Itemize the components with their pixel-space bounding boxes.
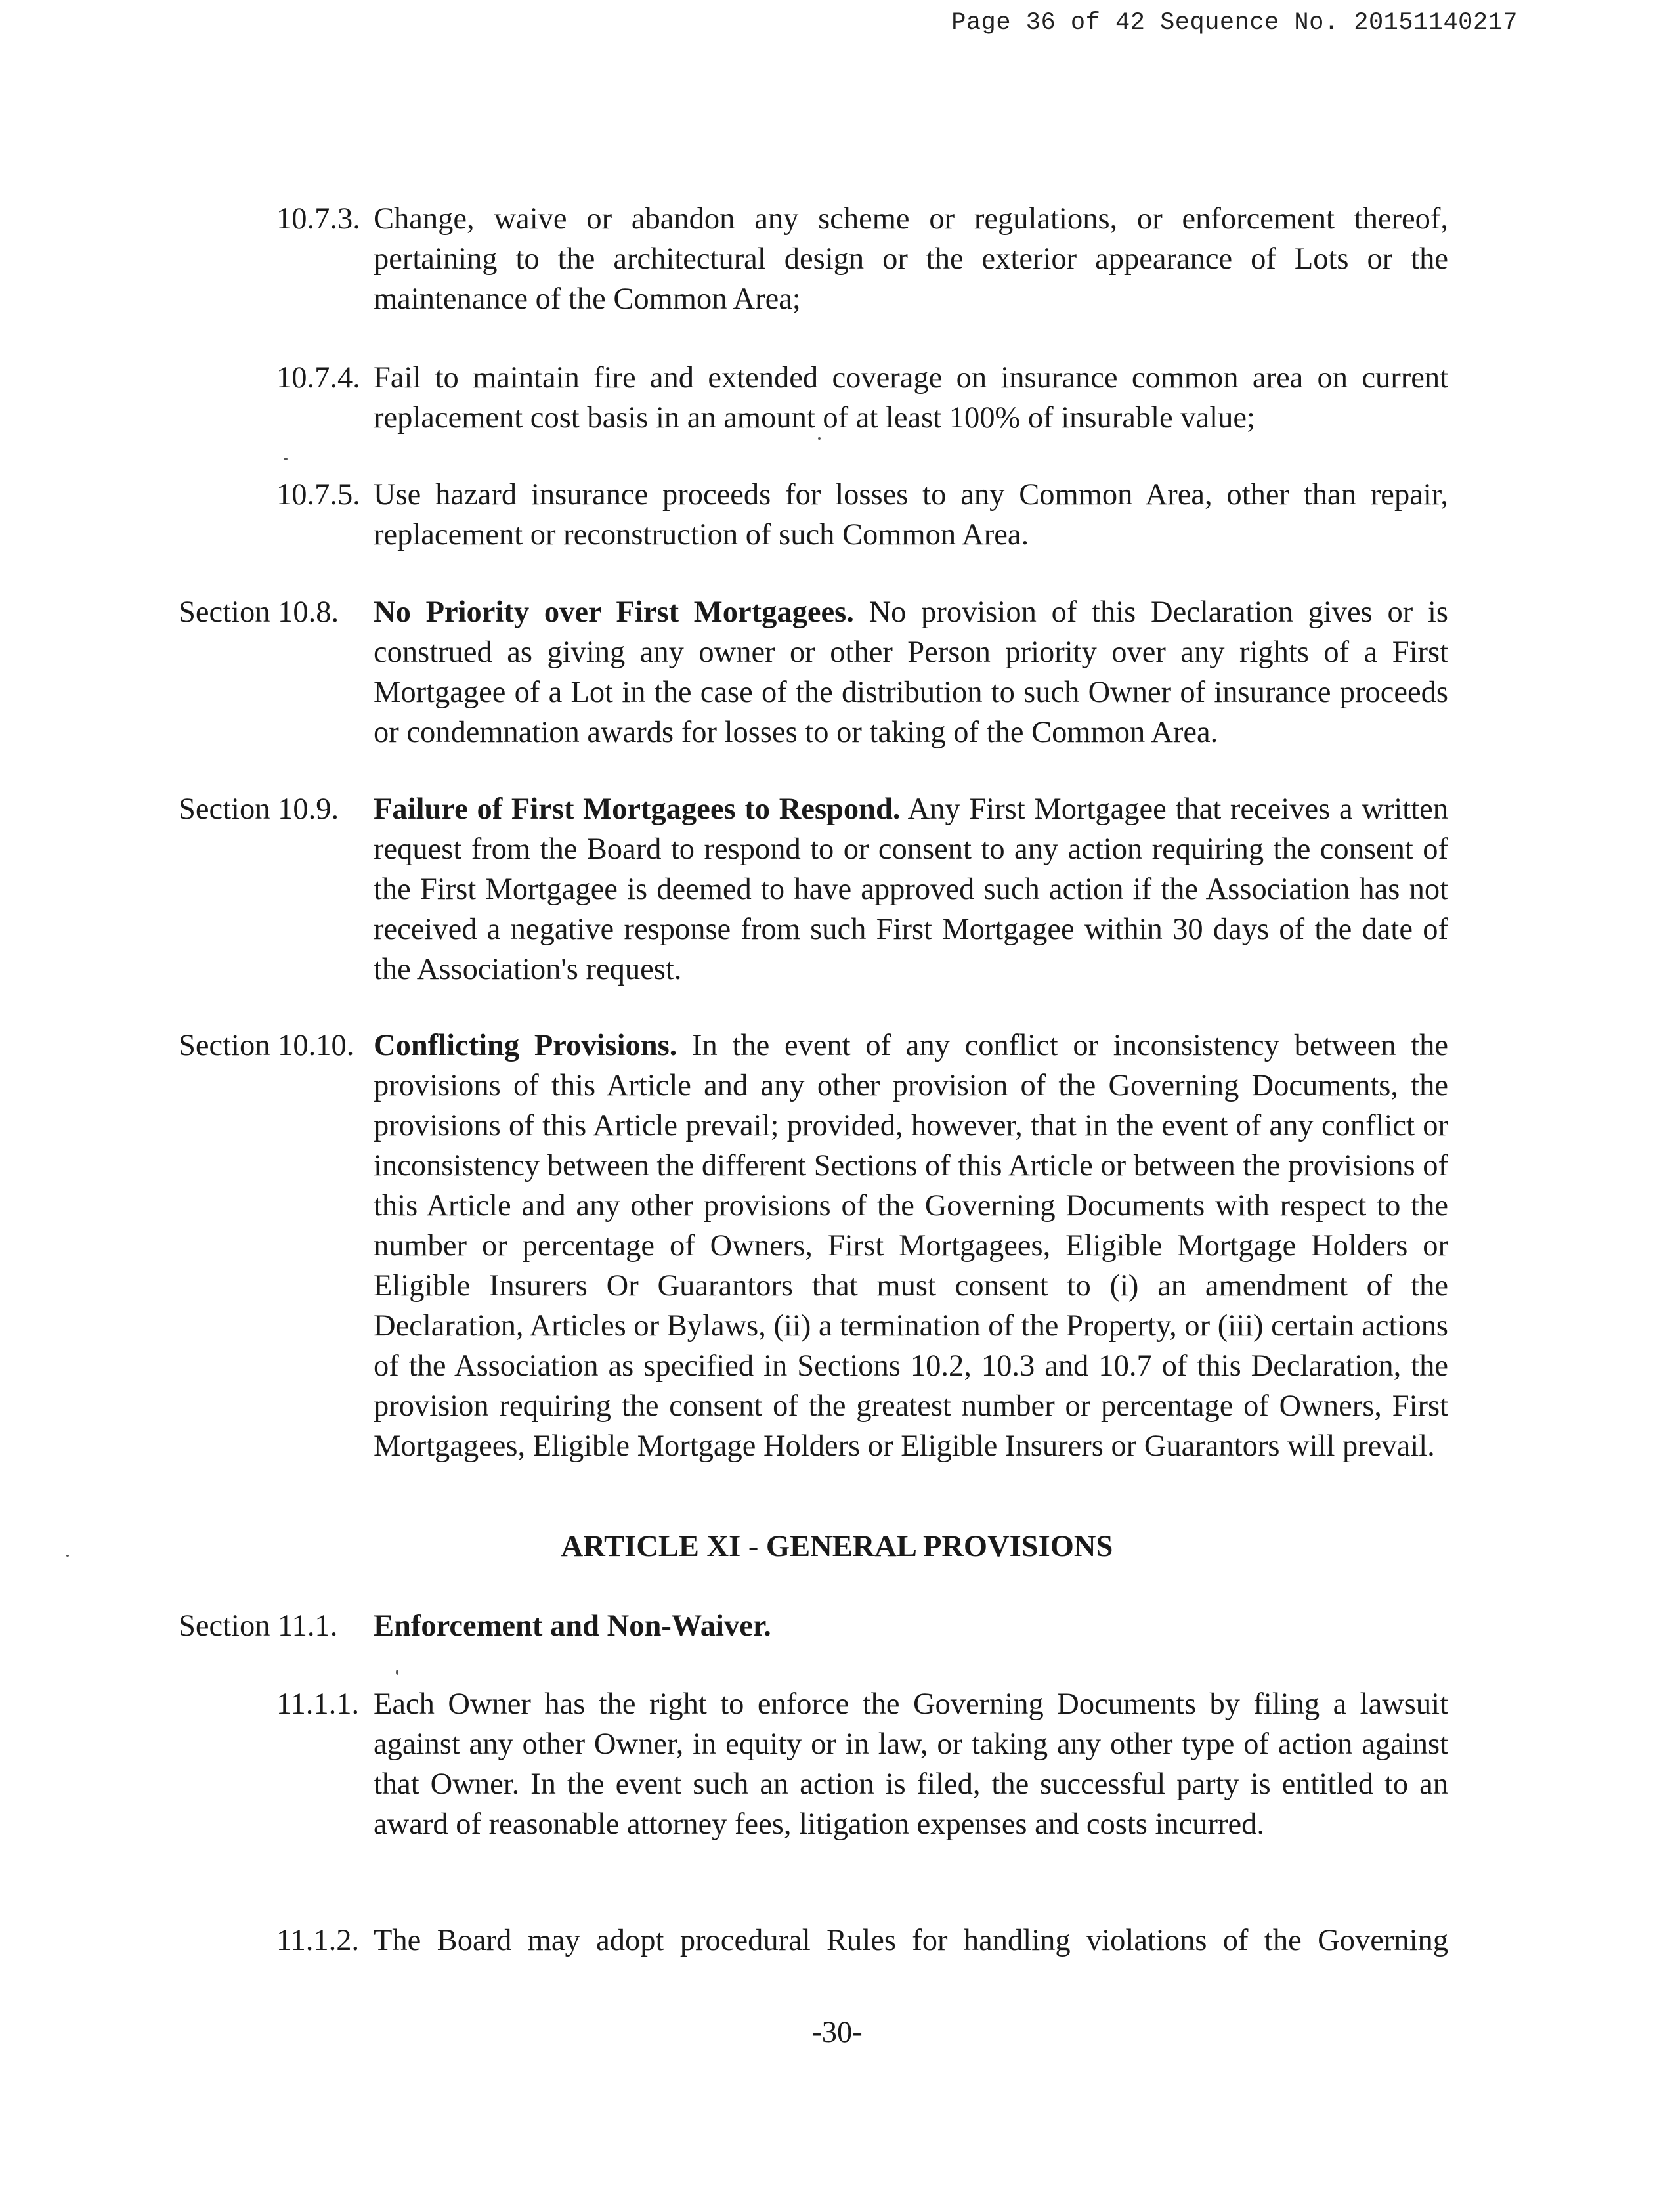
clause-10-7-3 <box>0 199 1674 319</box>
section-heading: No Priority over First Mortgagees. <box>374 596 854 629</box>
clause-body: Change, waive or abandon any scheme or regulations, or enforcement thereof, pertaining to the architectural design or the exterior appearance of Lots or the maintenance of the Common Area; <box>374 202 1448 316</box>
section-text <box>374 592 1448 752</box>
clause-11-1-1 <box>0 1684 1674 1884</box>
clause-body: Fail to maintain fire and extended coverage on insurance common area on current replacement cost basis in an amount of at least 100% of insurable value; <box>374 361 1448 435</box>
clause-body: Use hazard insurance proceeds for losses to any Common Area, other than repair, replacement or reconstruction of such Common Area. <box>374 478 1448 552</box>
section-heading: Failure of First Mortgagees to Respond. <box>374 792 901 826</box>
section-text <box>374 789 1448 989</box>
page-number: -30- <box>811 2016 863 2049</box>
clause-text <box>374 199 1448 319</box>
section-number: Section 10.10. <box>179 1029 354 1062</box>
clause-text <box>374 358 1448 438</box>
article-title: ARTICLE XI - GENERAL PROVISIONS <box>561 1530 1113 1563</box>
section-number: Section 10.9. <box>179 792 339 826</box>
clause-11-1-2 <box>0 1920 1674 1961</box>
clause-body: The Board may adopt procedural Rules for handling violations of the Governing <box>374 1924 1448 1957</box>
section-text <box>374 1026 1448 1466</box>
section-body: No provision of this Declaration gives or is construed as giving any owner or other Person priority over any rights of a First Mortgagee of a Lot in the case of the distribution to such Owner of insurance proceeds or condemnation awards for losses to or taking of the Common Area. <box>374 596 1449 749</box>
clause-10-7-4 <box>0 358 1674 438</box>
clause-text <box>374 475 1448 555</box>
clause-number: 11.1.2. <box>276 1924 360 1957</box>
clause-number: 10.7.3. <box>276 202 360 236</box>
section-number: Section 10.8. <box>179 596 339 629</box>
section-number: Section 11.1. <box>179 1609 338 1643</box>
scan-speck <box>818 437 821 440</box>
section-body: In the event of any conflict or inconsistency between the provisions of this Article and any other provision of the Governing Documents, the provisions of this Article prevail; provided, however, that in the event of any conflict or inconsistency between the different Sections of this Article or between the provisions of this Article and any other provisions of the Governing Documents with respect to the number or percentage of Owners, First Mortgagees, Eligible Mortgage Holders or Eligible Insurers Or Guarantors that must consent to (i) an amendment of the Declaration, Articles or Bylaws, (ii) a termination of the Property, or (iii) certain actions of the Association as specified in Sections 10.2, 10.3 and 10.7 of this Declaration, the provision requiring the consent of the greatest number or percentage of Owners, First Mortgagees, Eligible Mortgage Holders or Eligible Insurers or Guarantors will prevail. <box>374 1029 1449 1463</box>
section-11-1 <box>0 1606 1674 1646</box>
clause-number: 10.7.5. <box>276 478 360 511</box>
clause-text <box>374 1684 1448 1844</box>
section-text <box>374 1606 1448 1646</box>
section-body: Any First Mortgagee that receives a written request from the Board to respond to or consent to any action requiring the consent of the First Mortgagee is deemed to have approved such action if the Association has not received a negative response from such First Mortgagee within 30 days of the date of the Association's request. <box>374 792 1448 986</box>
scan-speck <box>396 1670 398 1675</box>
clause-number: 11.1.1. <box>276 1687 360 1721</box>
scan-speck <box>66 1555 69 1557</box>
clause-10-7-5 <box>0 475 1674 555</box>
section-10-9 <box>0 789 1674 989</box>
scan-speck <box>284 458 288 460</box>
page-header: Page 36 of 42 Sequence No. 20151140217 <box>951 9 1518 37</box>
clause-body: Each Owner has the right to enforce the Governing Documents by filing a lawsuit against any other Owner, in equity or in law, or taking any other type of action against that Owner. In the event such an action is filed, the successful party is entitled to an award of reasonable attorney fees, litigation expenses and costs incurred. <box>374 1687 1448 1841</box>
section-10-10 <box>0 1026 1674 1506</box>
section-heading: Conflicting Provisions. <box>374 1029 677 1062</box>
clause-text <box>374 1920 1448 1961</box>
clause-number: 10.7.4. <box>276 361 360 395</box>
section-heading: Enforcement and Non-Waiver. <box>374 1609 771 1643</box>
section-10-8 <box>0 592 1674 752</box>
